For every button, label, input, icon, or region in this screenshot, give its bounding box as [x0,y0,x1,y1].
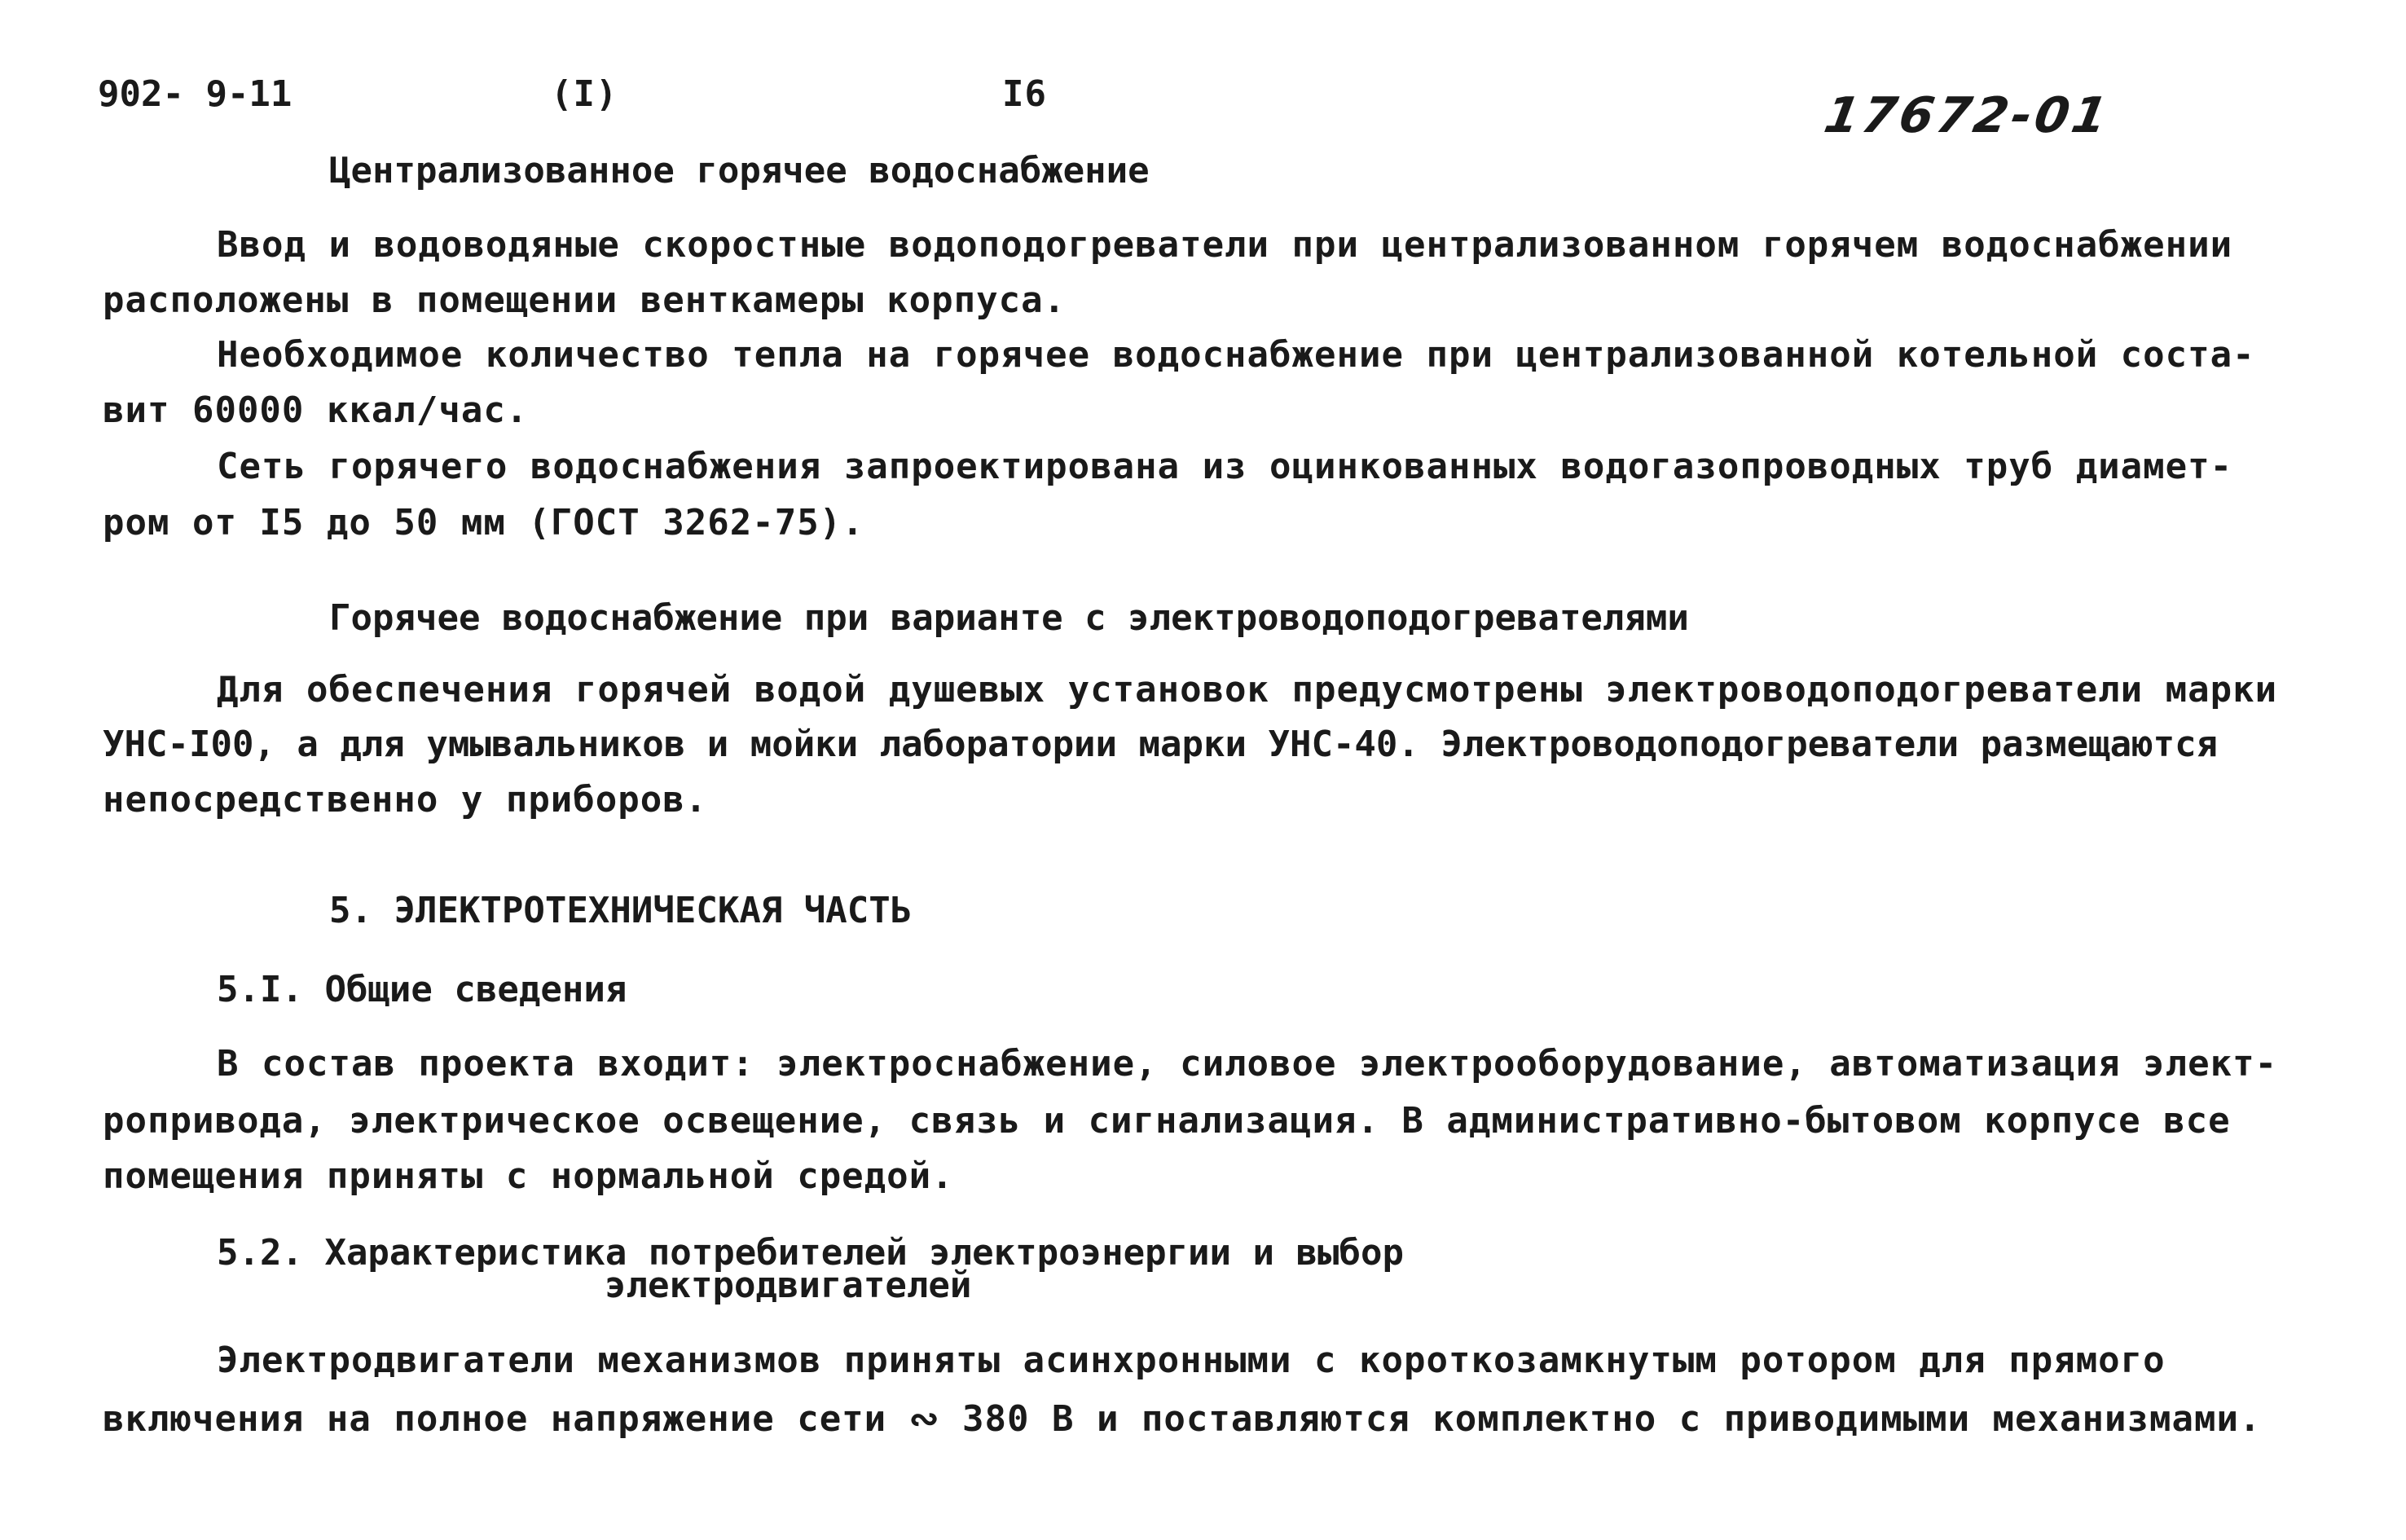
handwritten-number: 17672-01 [1819,87,2115,144]
section-title-hot-water: Централизованное горячее водоснабжение [329,150,1150,191]
paragraph-line: ропривода, электрическое освещение, связь и сигнализация. В административно-бытовом корпусе все [103,1100,2231,1142]
document-code: 902- 9-11 [98,73,293,115]
subsection-5-2-title: 5.2. Характеристика потребителей электроэнергии и выбор [217,1232,1404,1274]
section-title-electric-heaters: Горячее водоснабжение при варианте с электроводоподогревателями [329,597,1689,639]
paragraph-line: УНС-I00, а для умывальников и мойки лаборатории марки УНС-40. Электроводоподогреватели размещаются [103,724,2219,765]
page-number: I6 [1002,73,1047,115]
paragraph-line: расположены в помещении венткамеры корпуса. [103,279,1067,321]
paragraph-line: вит 60000 ккал/час. [103,389,529,431]
paragraph-line: Ввод и водоводяные скоростные водоподогреватели при централизованном горячем водоснабжении [217,224,2233,266]
paragraph-line: включения на полное напряжение сети ∾ 380 В и поставляются комплектно с приводимыми механизмами. [103,1398,2262,1440]
paragraph-line: Электродвигатели механизмов приняты асинхронными с короткозамкнутым ротором для прямого [217,1340,2166,1381]
section-5-title: 5. ЭЛЕКТРОТЕХНИЧЕСКАЯ ЧАСТЬ [329,890,913,931]
paragraph-line: помещения приняты с нормальной средой. [103,1155,954,1197]
part-marker: (I) [551,73,618,115]
subsection-5-2-title-continued: электродвигателей [605,1265,972,1306]
subsection-5-1-title: 5.I. Общие сведения [217,969,627,1010]
paragraph-line: непосредственно у приборов. [103,779,708,821]
paragraph-line: ром от I5 до 50 мм (ГОСТ 3262-75). [103,502,864,543]
paragraph-line: В состав проекта входит: электроснабжение, силовое электрооборудование, автоматизация элект- [217,1043,2278,1085]
paragraph-line: Для обеспечения горячей водой душевых установок предусмотрены электроводоподогреватели марки [217,669,2278,711]
paragraph-line: Сеть горячего водоснабжения запроектирована из оцинкованных водогазопроводных труб диамет- [217,446,2233,487]
paragraph-line: Необходимое количество тепла на горячее водоснабжение при централизованной котельной соста- [217,334,2255,376]
